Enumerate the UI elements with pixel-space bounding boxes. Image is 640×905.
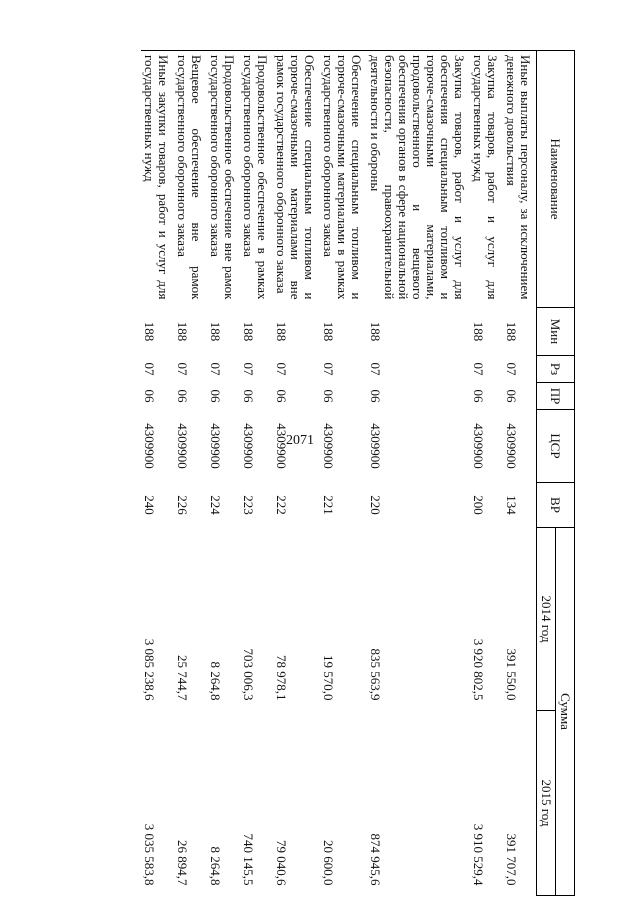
row-name: Обеспечение специальным топливом и горюче-смазочными материалами в рамках государственного оборонного заказа xyxy=(320,51,367,308)
row-sum-2015: 391 707,0 xyxy=(504,833,519,886)
row-name: Закупка товаров, работ и услуг для обеспечения специальным топливом и горюче-смазочными материалами, продовольственного и вещевого обеспечения органов в сфере национальной безопасности, правоохранительной деятельности и обороны xyxy=(367,51,470,308)
row-sum-2014: 703 006,3 xyxy=(241,648,256,701)
row-sum-2015: 79 040,6 xyxy=(274,840,289,886)
header-csr: ЦСР xyxy=(537,410,575,483)
row-vr: 222 xyxy=(274,495,289,515)
header-vr: ВР xyxy=(537,483,575,528)
row-pr: 06 xyxy=(321,389,336,403)
row-pr: 06 xyxy=(274,389,289,403)
row-vr: 223 xyxy=(241,495,256,515)
table-row xyxy=(503,51,537,896)
row-sum-2015: 26 894,7 xyxy=(175,840,190,886)
row-rz: 07 xyxy=(274,362,289,376)
row-sum-2014: 8 264,8 xyxy=(208,661,223,701)
row-name: Закупка товаров, работ и услуг для государственных нужд xyxy=(470,51,503,308)
row-vr: 200 xyxy=(471,495,486,515)
table-body xyxy=(141,51,537,896)
header-sum: Сумма xyxy=(556,528,575,896)
row-name: Иные закупки товаров, работ и услуг для государственных нужд xyxy=(141,51,174,308)
rotated-budget-table xyxy=(65,50,575,895)
row-pr: 06 xyxy=(504,389,519,403)
row-pr: 06 xyxy=(142,389,157,403)
table-header xyxy=(537,51,575,896)
header-name: Наименование xyxy=(537,51,575,308)
row-vr: 220 xyxy=(368,495,383,515)
row-pr: 06 xyxy=(241,389,256,403)
row-name: Обеспечение специальным топливом и горюче-смазочными материалами вне рамок государственного оборонного заказа xyxy=(273,51,320,308)
row-sum-2015: 3 035 583,8 xyxy=(142,823,157,886)
row-csr: 4309900 xyxy=(241,423,256,469)
row-min: 188 xyxy=(471,321,486,342)
row-sum-2014: 78 978,1 xyxy=(274,655,289,701)
row-sum-2015: 3 910 529,4 xyxy=(471,823,486,886)
row-csr: 4309900 xyxy=(175,423,190,469)
row-min: 188 xyxy=(368,321,383,342)
row-rz: 07 xyxy=(142,362,157,376)
header-year-2015: 2015 год xyxy=(537,711,556,896)
table-row xyxy=(141,51,174,896)
row-min: 188 xyxy=(504,321,519,342)
row-sum-2015: 740 145,5 xyxy=(241,833,256,886)
header-min: Мин xyxy=(537,308,575,356)
row-min: 188 xyxy=(321,321,336,342)
table-row xyxy=(470,51,503,896)
row-pr: 06 xyxy=(208,389,223,403)
row-min: 188 xyxy=(208,321,223,342)
header-rz: Рз xyxy=(537,356,575,383)
row-csr: 4309900 xyxy=(368,423,383,469)
row-sum-2014: 391 550,0 xyxy=(504,648,519,701)
row-sum-2014: 3 920 802,5 xyxy=(471,638,486,701)
row-sum-2014: 3 085 238,6 xyxy=(142,638,157,701)
row-sum-2014: 19 570,0 xyxy=(321,655,336,701)
row-vr: 240 xyxy=(142,495,157,515)
row-csr: 4309900 xyxy=(142,423,157,469)
row-min: 188 xyxy=(241,321,256,342)
row-name: Продовольственное обеспечение вне рамок государственного оборонного заказа xyxy=(207,51,240,308)
row-rz: 07 xyxy=(368,362,383,376)
row-name: Иные выплаты персоналу, за исключением денежного довольствия xyxy=(503,51,537,308)
row-vr: 134 xyxy=(504,495,519,515)
row-rz: 07 xyxy=(321,362,336,376)
row-rz: 07 xyxy=(175,362,190,376)
row-pr: 06 xyxy=(175,389,190,403)
row-vr: 224 xyxy=(208,495,223,515)
row-csr: 4309900 xyxy=(208,423,223,469)
row-pr: 06 xyxy=(471,389,486,403)
table-row xyxy=(320,51,367,896)
row-sum-2015: 20 600,0 xyxy=(321,840,336,886)
row-rz: 07 xyxy=(208,362,223,376)
row-vr: 226 xyxy=(175,495,190,515)
header-pr: ПР xyxy=(537,383,575,410)
row-rz: 07 xyxy=(504,362,519,376)
row-sum-2014: 835 563,9 xyxy=(368,648,383,701)
row-csr: 4309900 xyxy=(471,423,486,469)
row-csr: 4309900 xyxy=(504,423,519,469)
row-rz: 07 xyxy=(471,362,486,376)
page-number: 2071 xyxy=(286,433,314,448)
header-year-2014: 2014 год xyxy=(537,528,556,711)
table-row xyxy=(367,51,470,896)
row-name: Вещевое обеспечение вне рамок государственного оборонного заказа xyxy=(174,51,207,308)
row-name: Продовольственное обеспечение в рамках государственного оборонного заказа xyxy=(240,51,273,308)
row-vr: 221 xyxy=(321,495,336,515)
row-pr: 06 xyxy=(368,389,383,403)
table-row xyxy=(207,51,240,896)
row-min: 188 xyxy=(175,321,190,342)
row-csr: 4309900 xyxy=(321,423,336,469)
budget-table xyxy=(141,50,575,896)
table-row xyxy=(240,51,273,896)
row-sum-2014: 25 744,7 xyxy=(175,655,190,701)
row-min: 188 xyxy=(274,321,289,342)
table-row xyxy=(174,51,207,896)
row-rz: 07 xyxy=(241,362,256,376)
row-sum-2015: 874 945,6 xyxy=(368,833,383,886)
row-csr: 4309900 xyxy=(274,423,289,469)
row-sum-2015: 8 264,8 xyxy=(208,846,223,886)
row-min: 188 xyxy=(142,321,157,342)
table-row xyxy=(273,51,320,896)
